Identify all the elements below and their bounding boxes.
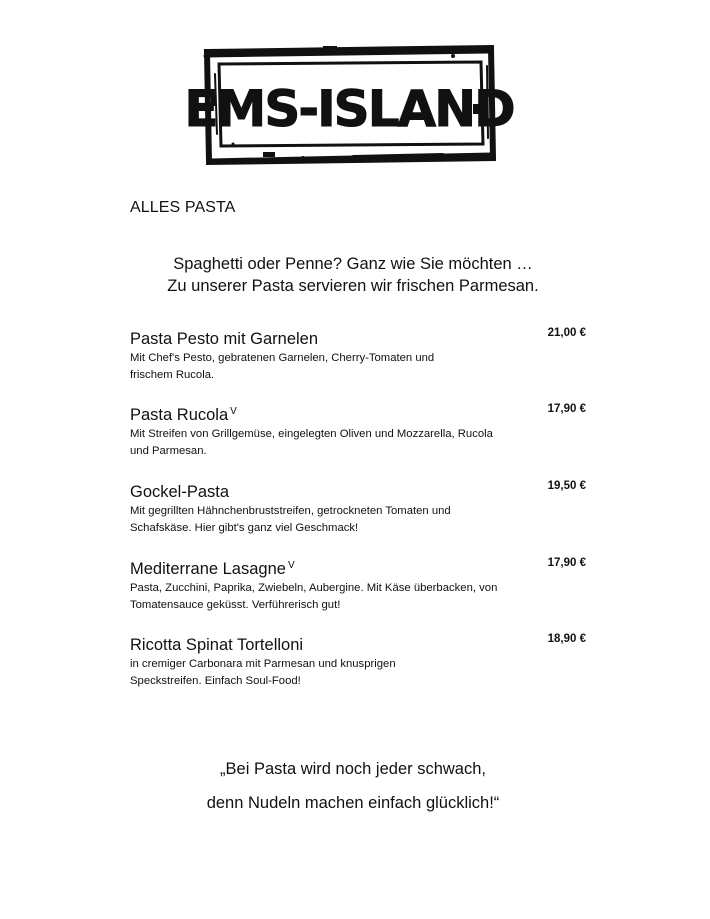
item-price: 17,90 € [547, 403, 586, 415]
item-desc-line-2: Speckstreifen. Einfach Soul-Food! [130, 675, 301, 687]
item-desc-line-2: und Parmesan. [130, 445, 207, 457]
item-description [130, 503, 475, 537]
menu-item [130, 329, 586, 384]
item-price: 17,90 € [547, 557, 586, 569]
item-desc-line-1: Mit Streifen von Grillgemüse, eingelegten Oliven und Mozzarella, Rucola [130, 428, 493, 440]
intro-line-1: Spaghetti oder Penne? Ganz wie Sie möchten … [173, 255, 533, 273]
item-desc-line-1: in cremiger Carbonara mit Parmesan und knusprigen [130, 658, 396, 670]
item-desc-line-2: Tomatensauce geküsst. Verführerisch gut! [130, 599, 341, 611]
item-description [130, 350, 475, 384]
menu-item [130, 635, 586, 690]
vegetarian-marker: V [230, 406, 237, 417]
quote-line-1: „Bei Pasta wird noch jeder schwach, [220, 760, 486, 778]
brand-logo [184, 44, 514, 164]
item-name-row [130, 482, 586, 502]
item-price: 21,00 € [547, 327, 586, 339]
vegetarian-marker: V [287, 560, 295, 571]
item-name-row [130, 405, 586, 425]
item-name: Gockel-Pasta [130, 483, 230, 501]
item-description [130, 426, 510, 460]
item-price: 18,90 € [547, 633, 586, 645]
item-name-row [130, 635, 586, 655]
item-name-row [130, 329, 586, 349]
item-name-row [130, 559, 586, 579]
item-desc-line-1: Mit gegrillten Hähnchenbruststreifen, getrockneten Tomaten und [130, 505, 451, 517]
item-desc-line-1: Pasta, Zucchini, Paprika, Zwiebeln, Aubergine. Mit Käse überbacken, von [130, 582, 498, 594]
quote-line-2: denn Nudeln machen einfach glücklich!“ [206, 794, 500, 812]
menu-item [130, 559, 586, 614]
item-desc-line-1: Mit Chef's Pesto, gebratenen Garnelen, Cherry-Tomaten und [130, 352, 435, 364]
menu-item [130, 482, 586, 537]
item-desc-line-2: Schafskäse. Hier gibt's ganz viel Geschmack! [130, 522, 359, 534]
item-name: Mediterrane Lasagne [130, 560, 286, 578]
item-desc-line-2: frischem Rucola. [130, 369, 215, 381]
item-description [130, 580, 510, 614]
item-name: Ricotta Spinat Tortelloni [130, 636, 304, 654]
item-name: Pasta Pesto mit Garnelen [130, 330, 319, 348]
item-name: Pasta Rucola [130, 406, 229, 424]
item-description [130, 656, 475, 690]
item-price: 19,50 € [547, 480, 586, 492]
intro-line-2: Zu unserer Pasta servieren wir frischen Parmesan. [167, 277, 539, 295]
logo-text: EMS-ISLAND [184, 80, 514, 138]
section-title: ALLES PASTA [130, 199, 236, 216]
menu-item [130, 405, 586, 460]
